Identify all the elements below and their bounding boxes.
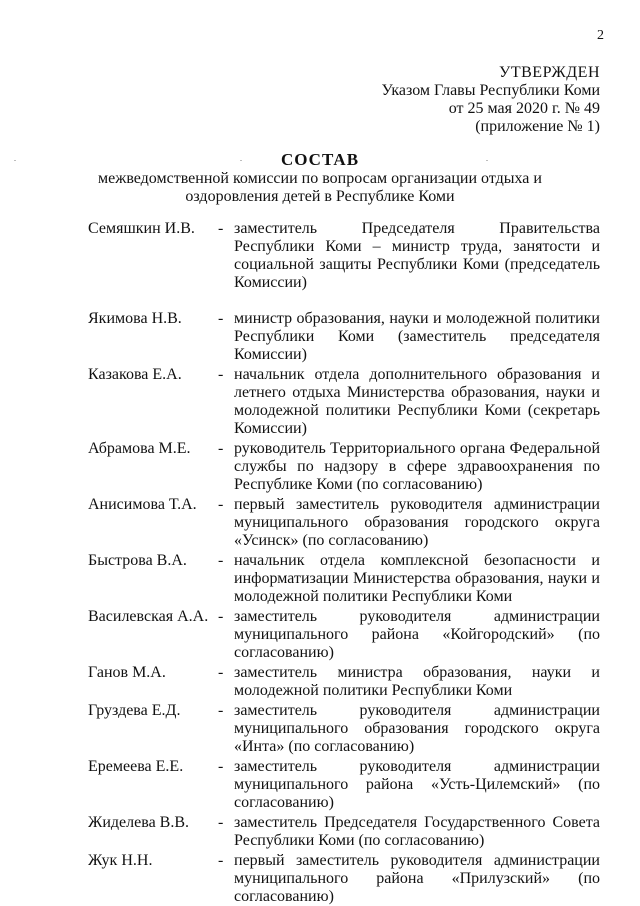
member-name: Жиделева В.В. bbox=[88, 814, 190, 831]
member-dash: - bbox=[218, 552, 224, 569]
member-role: заместитель руководителя администрации муниципального района «Усть-Цилемский» (по согласованию) bbox=[234, 758, 600, 811]
member-dash: - bbox=[218, 758, 224, 775]
member-dash: - bbox=[218, 366, 224, 383]
member-row bbox=[88, 664, 600, 700]
member-dash: - bbox=[218, 608, 224, 625]
member-role: первый заместитель руководителя администрации муниципального района «Прилузский» (по согласованию) bbox=[234, 852, 600, 905]
approval-appendix: (приложение № 1) bbox=[475, 118, 600, 135]
member-name: Абрамова М.Е. bbox=[88, 440, 191, 457]
member-row bbox=[88, 852, 600, 906]
member-dash: - bbox=[218, 814, 224, 831]
member-name: Анисимова Т.А. bbox=[88, 496, 197, 513]
approval-block bbox=[381, 64, 600, 136]
member-row bbox=[88, 496, 600, 550]
member-role: первый заместитель руководителя администрации муниципального образования городского округа «Усинск» (по согласованию) bbox=[234, 496, 600, 549]
member-name: Василевская А.А. bbox=[88, 608, 209, 625]
member-role: заместитель Председателя Правительства Республики Коми – министр труда, занятости и социальной защиты Республики Коми (председатель Комиссии) bbox=[234, 220, 600, 291]
document-heading bbox=[0, 150, 640, 206]
member-dash: - bbox=[218, 852, 224, 869]
member-row bbox=[88, 440, 600, 494]
member-role: руководитель Территориального органа Федеральной службы по надзору в сфере здравоохранения по Республике Коми (по согласованию) bbox=[234, 440, 600, 493]
member-dash: - bbox=[218, 220, 224, 237]
member-role: заместитель руководителя администрации муниципального образования городского округа «Инта» (по согласованию) bbox=[234, 702, 600, 755]
member-row bbox=[88, 702, 600, 756]
approval-line: Указом Главы Республики Коми bbox=[381, 82, 600, 99]
member-row bbox=[88, 220, 600, 292]
member-row bbox=[88, 366, 600, 438]
member-dash: - bbox=[218, 496, 224, 513]
page-number: 2 bbox=[597, 28, 604, 43]
approval-date: от 25 мая 2020 г. № 49 bbox=[448, 100, 600, 117]
member-row bbox=[88, 814, 600, 850]
member-name: Еремеева Е.Е. bbox=[88, 758, 184, 775]
member-name: Семяшкин И.В. bbox=[88, 220, 195, 237]
member-dash: - bbox=[218, 310, 224, 327]
member-name: Груздева Е.Д. bbox=[88, 702, 181, 719]
member-row bbox=[88, 608, 600, 662]
member-role: начальник отдела комплексной безопасности и информатизации Министерства образования, науки и молодежной политики Республики Коми bbox=[234, 552, 600, 605]
member-name: Жук Н.Н. bbox=[88, 852, 153, 869]
member-dash: - bbox=[218, 664, 224, 681]
member-name: Казакова Е.А. bbox=[88, 366, 182, 383]
member-row bbox=[88, 310, 600, 364]
member-role: заместитель Председателя Государственного Совета Республики Коми (по согласованию) bbox=[234, 814, 600, 849]
member-dash: - bbox=[218, 440, 224, 457]
member-name: Ганов М.А. bbox=[88, 664, 166, 681]
member-role: начальник отдела дополнительного образования и летнего отдыха Министерства образования, науки и молодежной политики Республики Коми (секретарь Комиссии) bbox=[234, 366, 600, 437]
member-row bbox=[88, 552, 600, 606]
member-name: Якимова Н.В. bbox=[88, 310, 182, 327]
member-dash: - bbox=[218, 702, 224, 719]
member-name: Быстрова В.А. bbox=[88, 552, 187, 569]
approval-title: УТВЕРЖДЕН bbox=[499, 64, 600, 81]
document-subtitle: оздоровления детей в Республике Коми bbox=[185, 188, 455, 205]
document-title: СОСТАВ bbox=[280, 150, 360, 169]
member-role: министр образования, науки и молодежной политики Республики Коми (заместитель председателя Комиссии) bbox=[234, 310, 600, 363]
member-row bbox=[88, 758, 600, 812]
member-role: заместитель министра образования, науки и молодежной политики Республики Коми bbox=[234, 664, 600, 699]
document-subtitle: межведомственной комиссии по вопросам организации отдыха и bbox=[98, 170, 542, 187]
member-role: заместитель руководителя администрации муниципального района «Койгородский» (по согласованию) bbox=[234, 608, 600, 661]
member-list bbox=[88, 220, 600, 906]
